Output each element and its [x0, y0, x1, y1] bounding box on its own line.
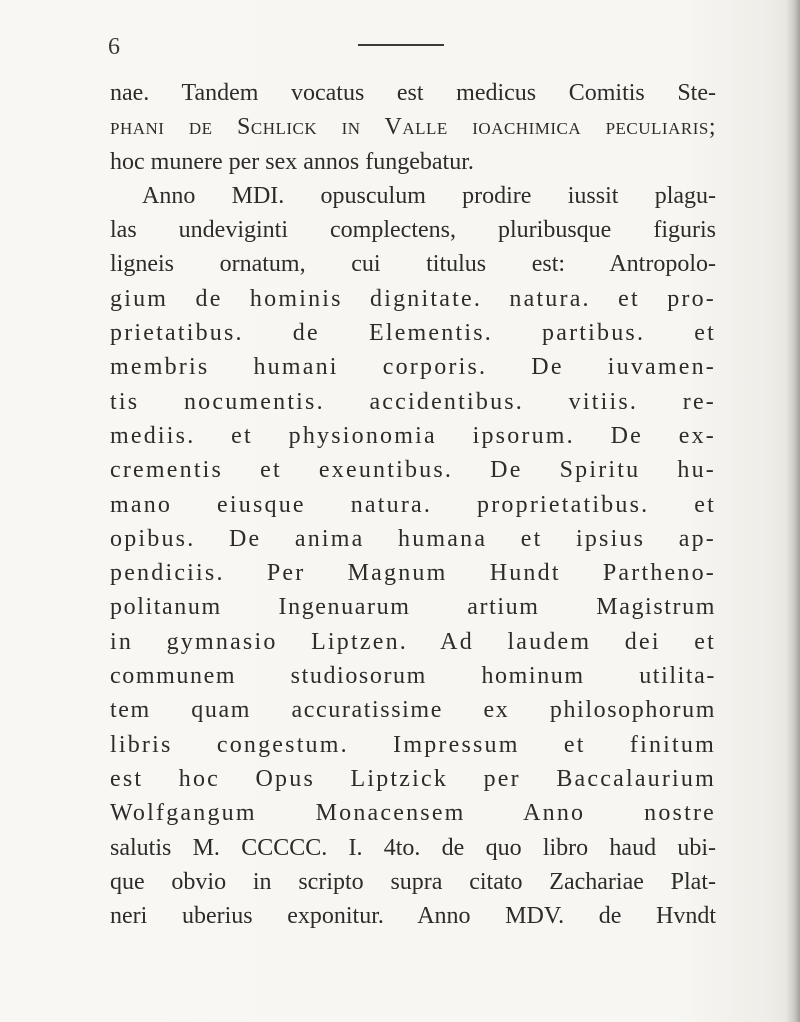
text-line: politanum Ingenuarum artium Magistrum	[110, 594, 716, 621]
text-line: tis nocumentis. accidentibus. vitiis. re-	[110, 388, 716, 415]
text-line: libris congestum. Impressum et finitum	[110, 731, 716, 758]
text-line: opibus. De anima humana et ipsius ap-	[110, 525, 716, 552]
text-line: phani de Schlick in Valle ioachimica peculiaris;	[110, 114, 716, 141]
text-line: nae. Tandem vocatus est medicus Comitis Ste-	[110, 80, 716, 106]
text-line: in gymnasio Liptzen. Ad laudem dei et	[110, 628, 716, 655]
header-rule	[358, 44, 444, 46]
text-line: salutis M. CCCCC. I. 4to. de quo libro haud ubi-	[110, 834, 716, 861]
text-line: mediis. et physionomia ipsorum. De ex-	[110, 422, 716, 449]
text-line: tem quam accuratissime ex philosophorum	[110, 697, 716, 724]
text-line: prietatibus. de Elementis. partibus. et	[110, 320, 716, 347]
text-line: communem studiosorum hominum utilita-	[110, 663, 716, 690]
page-number: 6	[108, 34, 120, 60]
text-line: membris humani corporis. De iuvamen-	[110, 354, 716, 381]
text-line: ligneis ornatum, cui titulus est: Antropolo-	[110, 251, 716, 278]
text-line: gium de hominis dignitate. natura. et pro-	[110, 285, 716, 312]
text-line: crementis et exeuntibus. De Spiritu hu-	[110, 457, 716, 484]
text-line: que obvio in scripto supra citato Zachariae Plat-	[110, 868, 716, 895]
text-line: neri uberius exponitur. Anno MDV. de Hvndt	[110, 903, 716, 930]
page-edge-shadow	[786, 0, 800, 1022]
text-line: mano eiusque natura. proprietatibus. et	[110, 491, 716, 518]
text-line: Wolfgangum Monacensem Anno nostre	[110, 800, 716, 827]
text-line: las undeviginti complectens, pluribusque figuris	[110, 217, 716, 244]
body-text	[110, 76, 716, 933]
text-line: hoc munere per sex annos fungebatur.	[110, 148, 474, 175]
text-line: pendiciis. Per Magnum Hundt Partheno-	[110, 560, 716, 587]
text-line: est hoc Opus Liptzick per Baccalaurium	[110, 765, 716, 792]
text-line: Anno MDI. opusculum prodire iussit plagu-	[142, 182, 716, 209]
